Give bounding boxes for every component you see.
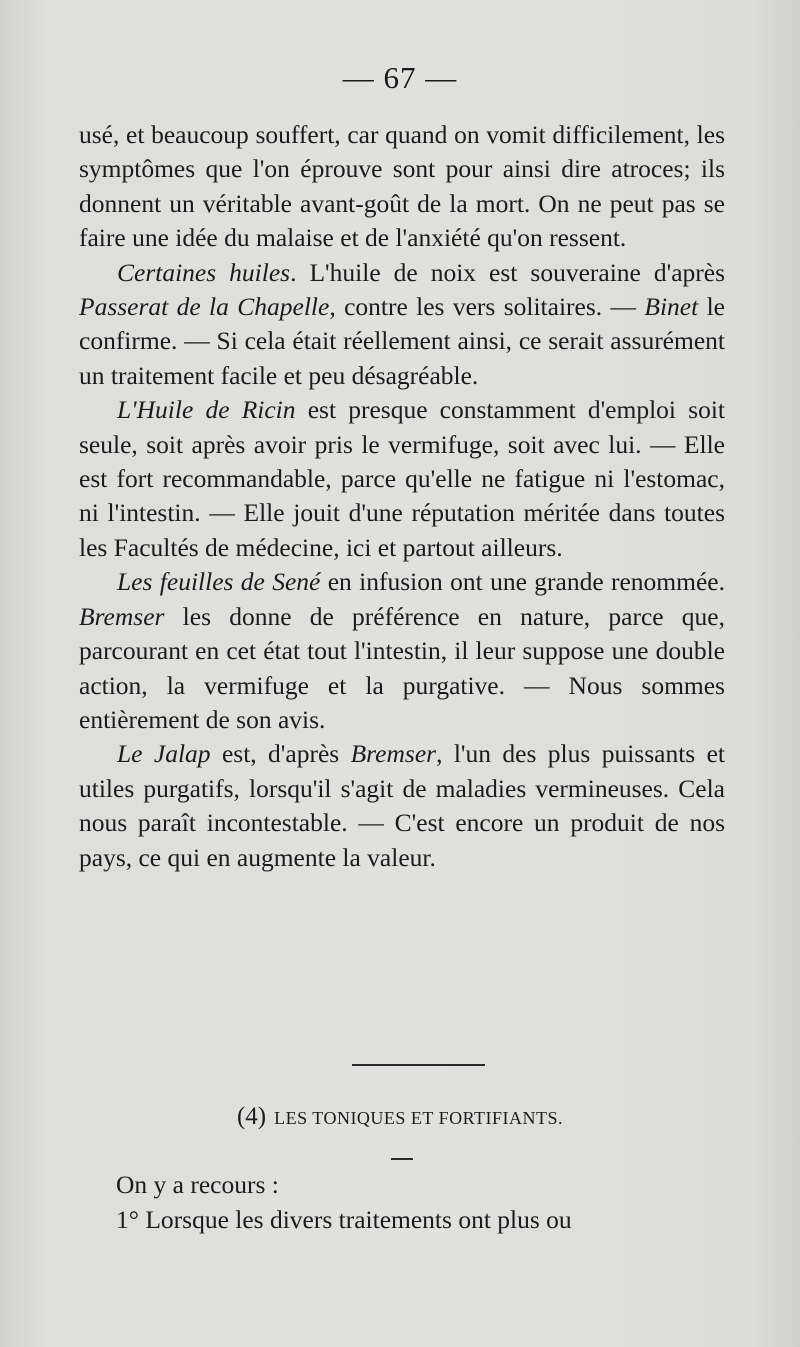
- page-number: — 67 —: [342, 60, 458, 95]
- section-heading: [0, 1103, 800, 1131]
- italic-segment: Passerat de la Chapelle: [79, 292, 330, 322]
- text-segment: est presque constamment d'emploi soit seule, soit après avoir pris le vermifuge, soit avec lui. — Elle est fort recommandable, parce qu'elle ne fatigue ni l'estomac, ni l'intestin. — Elle jouit d'une réputation méritée dans toutes les Facultés de médecine, ici et partout ailleurs.: [79, 395, 726, 562]
- paragraph-feuilles-de-sene: [79, 565, 725, 737]
- text-segment: , l'un des plus puissants et utiles purgatifs, lorsqu'il s'agit de maladies vermineuses. Cela nous paraît incontestable. — C'est encore un produit de nos pays, ce qui en augmente la valeur.: [79, 739, 726, 872]
- paragraph-huile-de-ricin: [79, 393, 725, 565]
- text-segment: , contre les vers solitaires. —: [329, 292, 645, 322]
- italic-segment: Bremser: [350, 739, 437, 769]
- text-segment: . L'huile de noix est souveraine d'après: [290, 257, 725, 287]
- italic-segment: Binet: [644, 292, 699, 322]
- section-divider: [352, 1064, 485, 1066]
- italic-segment: Bremser: [79, 601, 165, 631]
- section-body: [79, 1167, 725, 1237]
- paragraph-certaines-huiles: [79, 256, 725, 394]
- text-segment: est, d'après: [210, 739, 351, 769]
- italic-segment: Le Jalap: [117, 739, 211, 769]
- section-title: LES TONIQUES ET FORTIFIANTS.: [274, 1108, 564, 1128]
- paragraph-item-1: 1° Lorsque les divers traitements ont plus ou: [116, 1205, 572, 1234]
- italic-segment: Certaines huiles: [117, 257, 291, 287]
- text-segment: le confirme. — Si cela était réellement ainsi, ce serait assurément un traitement facile et peu désagréable.: [79, 292, 725, 390]
- body-text: [79, 118, 725, 875]
- paragraph-recours: On y a recours :: [116, 1170, 279, 1199]
- text-segment: usé, et beaucoup souffert, car quand on vomit difficilement, les symptômes que l'on éprouve sont pour ainsi dire atroces; ils donnent un véritable avant-goût de la mort. On ne peut pas se faire une idée du malaise et de l'anxiété qu'on ressent.: [79, 120, 725, 253]
- italic-segment: L'Huile de Ricin: [117, 395, 296, 425]
- paragraph-continuation: [79, 118, 725, 256]
- section-number: (4): [236, 1103, 267, 1130]
- italic-segment: Les feuilles de Sené: [117, 567, 321, 597]
- paragraph-jalap: [79, 737, 725, 875]
- heading-dash: [391, 1158, 413, 1160]
- text-segment: en infusion ont une grande renommée.: [320, 567, 725, 597]
- text-segment: les donne de préférence en nature, parce que, parcourant en cet état tout l'intestin, il leur suppose une double action, la vermifuge et la purgative. — Nous sommes entièrement de son avis.: [79, 601, 725, 734]
